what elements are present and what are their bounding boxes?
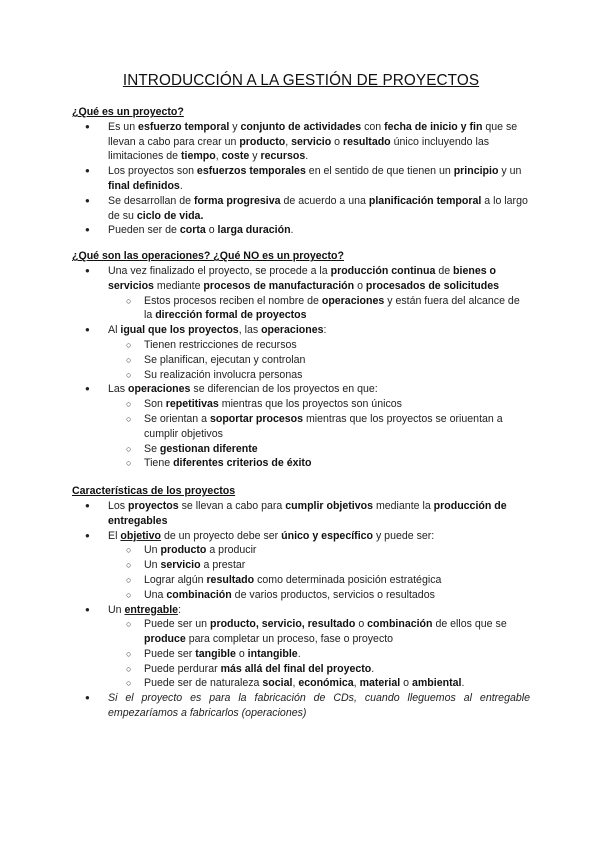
bullet-list	[72, 120, 530, 238]
text-run: :	[323, 324, 327, 337]
list-item	[72, 264, 530, 294]
text-run: ,	[285, 135, 292, 148]
bold-text: dirección formal de proyectos	[155, 309, 307, 322]
bold-text: bienes o servicios	[108, 264, 497, 292]
document-title: INTRODUCCIÓN A LA GESTIÓN DE PROYECTOS	[122, 72, 480, 89]
text-run: o	[354, 279, 366, 292]
underlined-term	[124, 603, 182, 616]
bold-text: producto, servicio, resultado	[209, 618, 356, 631]
sub-list-item	[72, 573, 530, 588]
bold-text: corta	[179, 224, 206, 237]
list-item	[72, 691, 530, 721]
text-run: se llevan a cabo para	[178, 499, 286, 512]
section-heading: Características de los proyectos	[72, 485, 236, 498]
section-characteristics	[72, 484, 530, 721]
bullet-list	[72, 499, 530, 721]
bold-text: servicio	[291, 135, 332, 148]
bold-text: material	[359, 677, 401, 690]
text-run: de un proyecto debe ser	[161, 529, 282, 542]
text-run: Se planifican, ejecutan y controlan	[144, 353, 306, 366]
bold-text: proyectos	[128, 499, 179, 512]
text-run: mediante la	[373, 499, 434, 512]
text-run: y están fuera del alcance de la	[144, 294, 520, 322]
sub-list-item	[72, 543, 530, 558]
text-run: a prestar	[200, 559, 246, 572]
sub-list-item	[72, 338, 530, 353]
sub-list-item	[72, 588, 530, 603]
text-run: ,	[292, 677, 299, 690]
bold-text: entregable	[124, 603, 179, 616]
sub-list-item	[72, 368, 530, 383]
bold-text: ambiental	[411, 677, 462, 690]
bold-text: gestionan diferente	[159, 442, 258, 455]
bold-text: resultado	[342, 135, 391, 148]
text-run: ,	[215, 150, 222, 163]
sub-list-item	[72, 617, 530, 647]
text-run: Tiene	[144, 457, 174, 470]
text-run: Lograr algún	[144, 573, 207, 586]
text-run: o	[355, 618, 368, 631]
bold-text: producto	[160, 544, 207, 557]
bold-text: producto	[239, 135, 286, 148]
text-run: como determinada posición estratégica	[254, 573, 442, 586]
bold-text: produce	[144, 633, 186, 646]
section-heading: ¿Qué es un proyecto?	[72, 106, 184, 118]
sub-list-item	[72, 442, 530, 457]
text-run: o	[235, 647, 248, 660]
text-run: Una	[144, 588, 167, 601]
bold-text: tiempo	[181, 150, 216, 163]
bold-text: cumplir objetivos	[285, 499, 373, 512]
bold-text: coste	[221, 150, 250, 163]
bold-text: producción de entregables	[108, 499, 507, 527]
bold-text: operaciones	[128, 383, 191, 396]
text-run: Los	[108, 499, 129, 512]
bold-text: ciclo de vida.	[136, 209, 204, 222]
list-item	[72, 382, 530, 397]
bold-text: objetivo	[120, 529, 161, 542]
text-run: y un	[498, 165, 522, 178]
list-item	[72, 323, 530, 338]
list-item	[72, 499, 530, 529]
text-run: .	[179, 179, 183, 192]
bold-text: final definidos	[108, 179, 180, 192]
text-run: o	[400, 677, 412, 690]
bold-text: económica	[298, 677, 354, 690]
text-run: mientras que los proyectos se oriuentan a cumplir objetivos	[144, 412, 503, 440]
text-run: Tienen restricciones de recursos	[144, 338, 297, 351]
text-run: mientras que los proyectos son únicos	[218, 398, 402, 411]
text-run: con	[361, 120, 385, 133]
section-what-is-project	[72, 105, 530, 238]
list-item	[72, 223, 530, 238]
bold-text: resultado	[206, 573, 255, 586]
sub-list-item	[72, 412, 530, 442]
list-item	[72, 603, 530, 618]
text-run: .	[290, 224, 294, 237]
text-run: Su realización involucra personas	[144, 368, 303, 381]
text-run: Un	[108, 603, 125, 616]
text-run: y	[229, 120, 241, 133]
text-run: Es un	[108, 120, 139, 133]
text-run: en el sentido de que tienen un	[305, 165, 454, 178]
list-item	[72, 194, 530, 224]
bold-text: único y específico	[281, 529, 373, 542]
text-run: mediante	[153, 279, 204, 292]
text-run: Una vez finalizado el proyecto, se procede a la	[108, 264, 331, 277]
bold-text: operaciones	[261, 324, 324, 337]
bold-text: diferentes criterios de éxito	[173, 457, 312, 470]
text-run: Los proyectos son	[108, 165, 197, 178]
text-run: Se	[144, 442, 160, 455]
text-run: Puede ser	[144, 647, 196, 660]
bold-text: principio	[453, 165, 499, 178]
bold-text: fecha de inicio y fin	[384, 120, 483, 133]
text-run: se diferencian de los proyectos en que:	[190, 383, 378, 396]
text-run: El	[108, 529, 121, 542]
bold-text: más allá del final del proyecto	[220, 662, 372, 675]
bold-text: igual que los proyectos	[120, 324, 239, 337]
text-run: o	[205, 224, 218, 237]
list-item	[72, 164, 530, 194]
text-run: .	[297, 647, 301, 660]
sub-list-item	[72, 397, 530, 412]
text-run: de	[435, 264, 454, 277]
bold-text: social	[262, 677, 293, 690]
text-run: , las	[238, 324, 262, 337]
bold-text: producción continua	[330, 264, 436, 277]
text-run: único incluyendo las limitaciones de	[108, 135, 490, 163]
text-run: y	[249, 150, 261, 163]
bold-text: intangible	[247, 647, 298, 660]
bold-text: servicio	[160, 559, 201, 572]
text-run: :	[178, 603, 182, 616]
text-run: ,	[353, 677, 360, 690]
underlined-term	[120, 530, 161, 542]
list-item	[72, 529, 530, 544]
text-run: Puede ser de naturaleza	[144, 677, 263, 690]
text-run: Pueden ser de	[108, 224, 180, 237]
bold-text: procesos de manufacturación	[203, 279, 355, 292]
text-run: a lo largo de su	[108, 194, 528, 222]
text-run: Las	[108, 383, 129, 396]
text-run: Se orientan a	[144, 412, 210, 425]
sub-list-item	[72, 294, 530, 324]
sub-list-item	[72, 647, 530, 662]
text-run: de acuerdo a una	[280, 194, 369, 207]
text-run: para completar un proceso, fase o proyecto	[185, 633, 394, 646]
bold-text: combinación	[367, 618, 433, 631]
text-run: Un	[144, 544, 161, 557]
section-operations	[72, 249, 530, 471]
list-item	[72, 120, 530, 164]
bold-text: combinación	[166, 588, 232, 601]
bold-text: conjunto de actividades	[240, 120, 362, 133]
text-run: y puede ser:	[373, 529, 435, 542]
text-run: que se llevan a cabo para crear un	[108, 120, 518, 148]
text-run: Puede perdurar	[144, 662, 221, 675]
text-run: .	[461, 677, 465, 690]
text-run: de ellos que se	[432, 618, 507, 631]
text-run: Se desarrollan de	[108, 194, 194, 207]
bullet-list	[72, 264, 530, 471]
sub-list-item	[72, 456, 530, 471]
text-run: a producir	[206, 544, 257, 557]
bold-text: repetitivas	[165, 398, 219, 411]
bold-text: tangible	[195, 647, 236, 660]
sub-list-item	[72, 558, 530, 573]
bold-text: larga duración	[217, 224, 291, 237]
text-run: .	[371, 662, 375, 675]
text-run: Si el proyecto es para la fabricación de CDs, cuando lleguemos al entregable empezaríamos a fabricarlos (operaciones)	[108, 692, 530, 720]
section-heading: ¿Qué son las operaciones? ¿Qué NO es un proyecto?	[72, 250, 344, 263]
text-run: Puede ser un	[144, 618, 210, 631]
bold-text: recursos	[260, 150, 306, 163]
text-run: de varios productos, servicios o resultados	[231, 588, 435, 601]
sub-list-item	[72, 353, 530, 368]
bold-text: esfuerzos temporales	[196, 165, 306, 178]
bold-text: procesados de solicitudes	[365, 279, 499, 292]
text-run: Son	[144, 398, 166, 411]
bold-text: forma progresiva	[193, 194, 281, 207]
text-run: Un	[144, 559, 161, 572]
sub-list-item	[72, 662, 530, 677]
text-run: Al	[108, 324, 121, 337]
bold-text: planificación temporal	[368, 194, 482, 207]
text-run: Estos procesos reciben el nombre de	[144, 294, 322, 307]
text-run: o	[331, 135, 343, 148]
text-run: .	[305, 150, 309, 163]
bold-text: operaciones	[321, 294, 385, 307]
bold-text: soportar procesos	[209, 412, 303, 425]
sub-list-item	[72, 676, 530, 691]
bold-text: esfuerzo temporal	[138, 120, 230, 133]
